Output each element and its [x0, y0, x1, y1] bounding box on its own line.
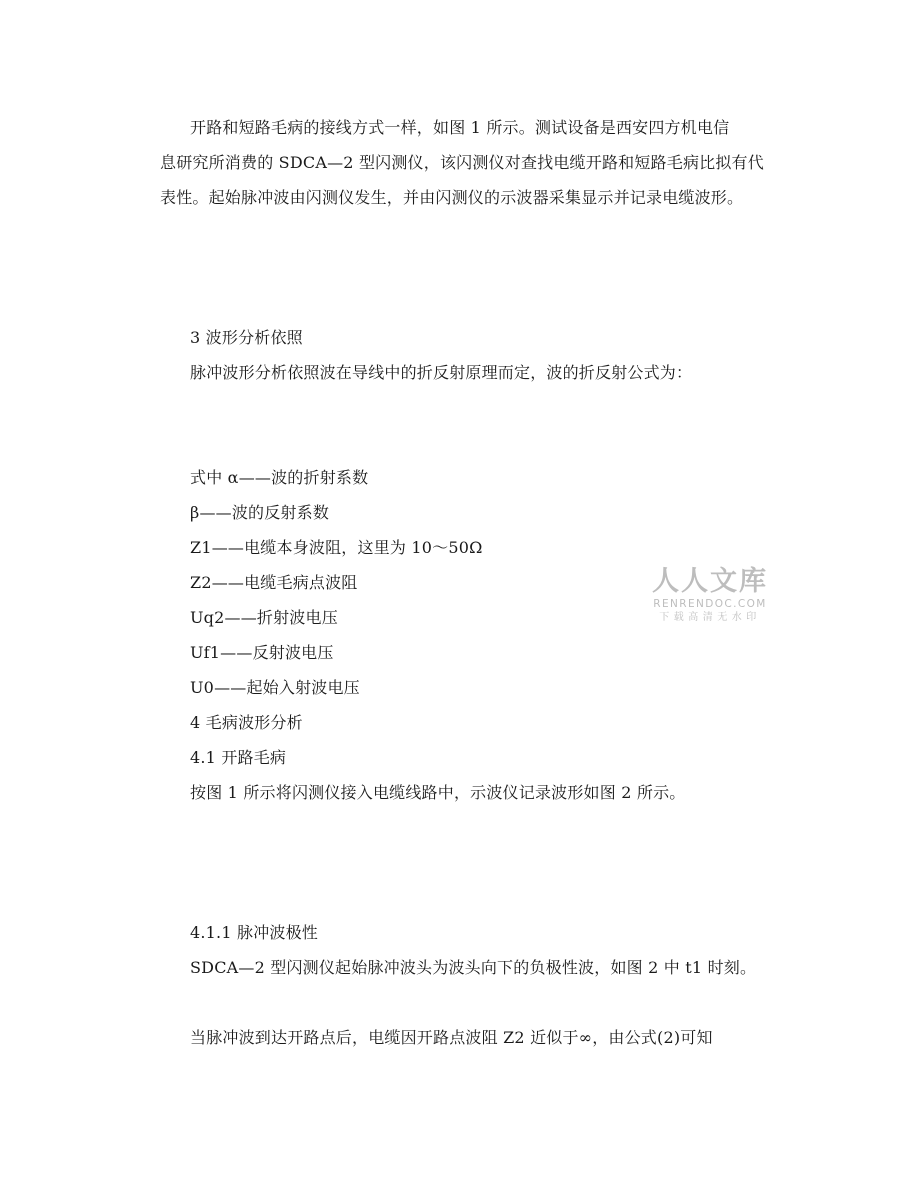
definition-alpha: 式中 α——波的折射系数 [190, 468, 369, 487]
last-paragraph: 当脉冲波到达开路点后，电缆因开路点波阻 Z2 近似于∞，由公式(2)可知 [190, 1028, 713, 1047]
watermark-title: 人人文库 [652, 566, 768, 597]
definition-z2: Z2——电缆毛病点波阻 [190, 573, 358, 592]
definition-z1: Z1——电缆本身波阻，这里为 10～50Ω [190, 538, 483, 557]
definition-uq2: Uq2——折射波电压 [190, 608, 338, 627]
watermark-subtitle: 下载高清无水印 [659, 612, 761, 623]
definition-u0: U0——起始入射波电压 [190, 678, 360, 697]
section-4-1-heading: 4.1 开路毛病 [190, 748, 287, 767]
paragraph-1-line-2: 息研究所消费的 SDCA—2 型闪测仪，该闪测仪对查找电缆开路和短路毛病比拟有代 [160, 153, 764, 172]
definition-beta: β——波的反射系数 [190, 503, 330, 522]
section-3-heading: 3 波形分析依照 [190, 328, 303, 347]
paragraph-1-line-1: 开路和短路毛病的接线方式一样，如图 1 所示。测试设备是西安四方机电信 [190, 118, 730, 137]
section-4-heading: 4 毛病波形分析 [190, 713, 303, 732]
section-3-text: 脉冲波形分析依照波在导线中的折反射原理而定，波的折反射公式为： [190, 363, 693, 382]
watermark [645, 566, 775, 624]
section-4-1-1-text: SDCA—2 型闪测仪起始脉冲波头为波头向下的负极性波，如图 2 中 t1 时刻。 [190, 958, 757, 977]
section-4-1-text: 按图 1 所示将闪测仪接入电缆线路中，示波仪记录波形如图 2 所示。 [190, 783, 686, 802]
watermark-url: RENRENDOC.COM [653, 598, 767, 610]
section-4-1-1-heading: 4.1.1 脉冲波极性 [190, 923, 318, 942]
paragraph-1-line-3: 表性。起始脉冲波由闪测仪发生，并由闪测仪的示波器采集显示并记录电缆波形。 [160, 188, 744, 207]
definition-uf1: Uf1——反射波电压 [190, 643, 334, 662]
